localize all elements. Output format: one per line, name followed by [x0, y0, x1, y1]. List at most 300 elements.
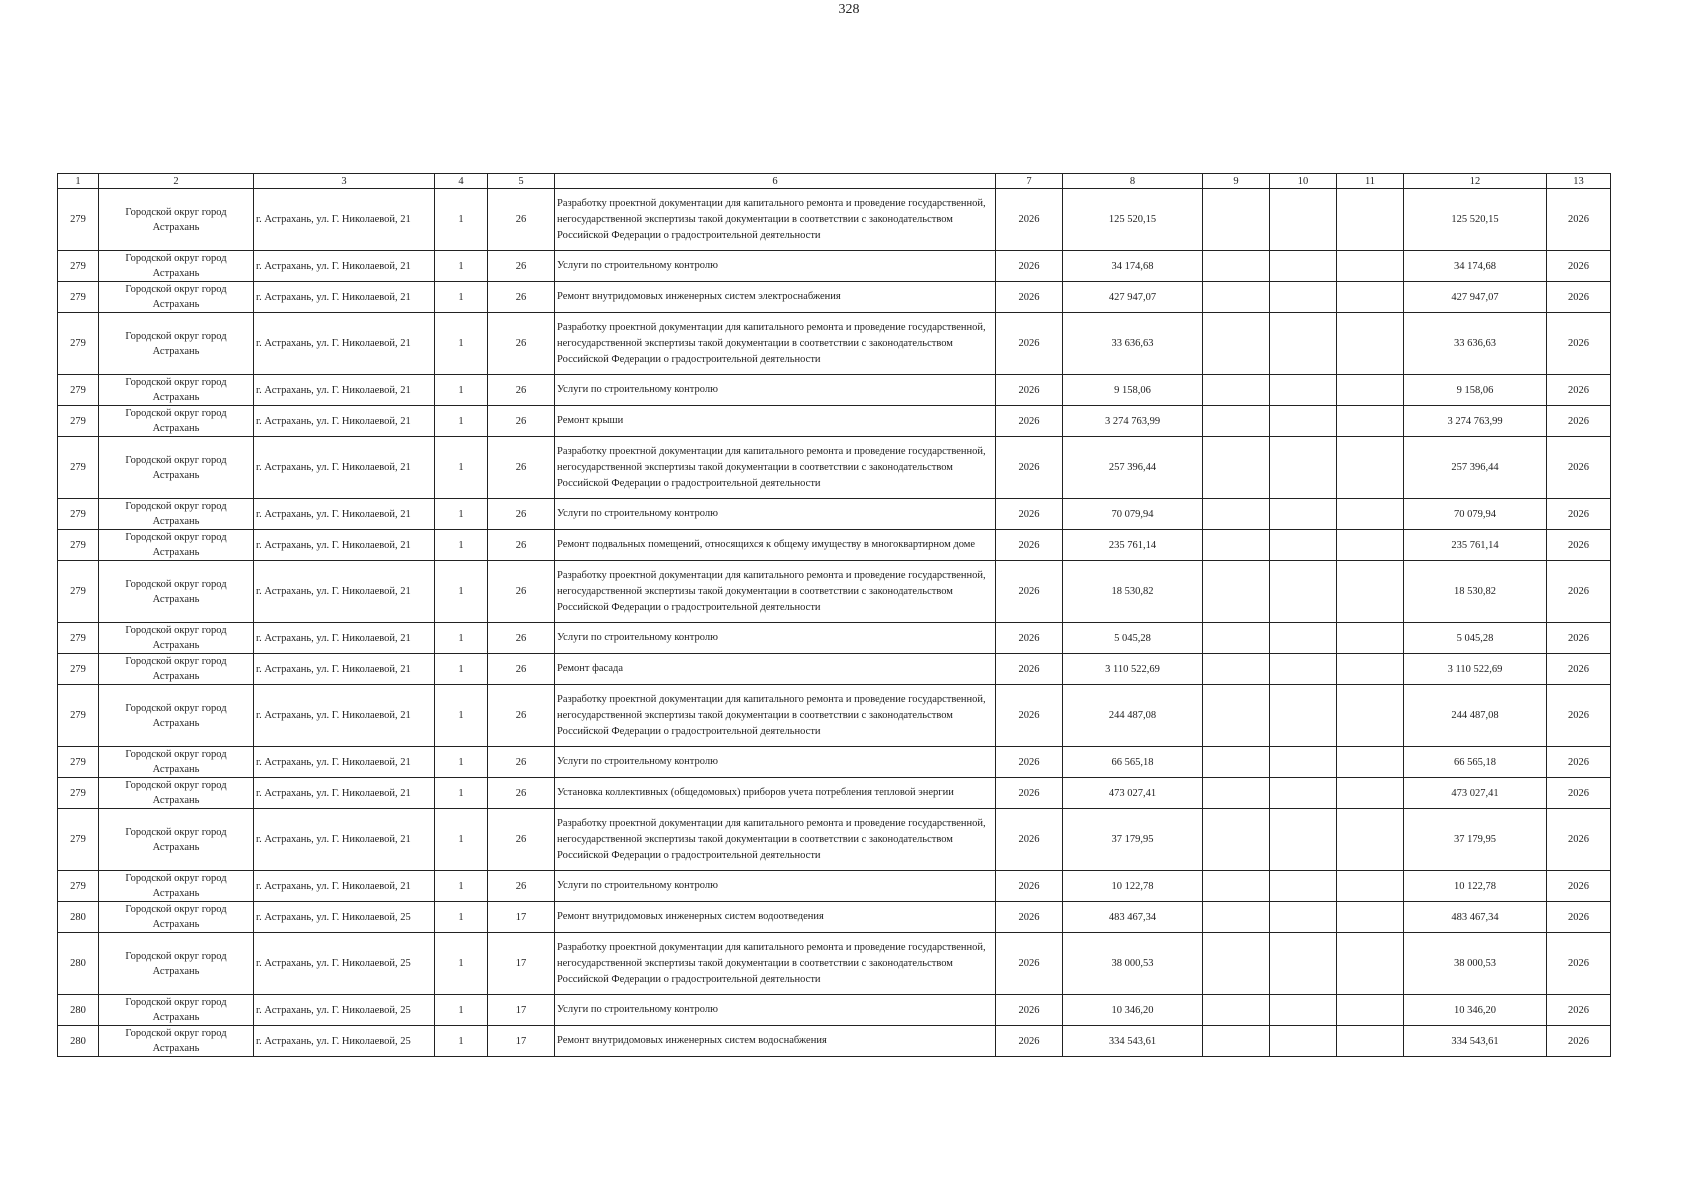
col-4-value-cell: 1: [435, 437, 488, 499]
item-number-cell: 279: [58, 747, 99, 778]
col-4-value-cell: 1: [435, 933, 488, 995]
total-cost-cell: 125 520,15: [1063, 189, 1203, 251]
completion-year-cell: 2026: [1547, 313, 1611, 375]
table-row: [58, 313, 1611, 375]
total-cost-cell: 3 110 522,69: [1063, 654, 1203, 685]
municipality-cell: Городской округ город Астрахань: [99, 251, 254, 282]
table-row: [58, 747, 1611, 778]
item-number-cell: 279: [58, 871, 99, 902]
fund-cost-cell: 334 543,61: [1404, 1026, 1547, 1057]
col-10-value-cell: [1270, 685, 1337, 747]
col-5-value-cell: 17: [488, 995, 555, 1026]
col-11-value-cell: [1337, 747, 1404, 778]
col-11-value-cell: [1337, 933, 1404, 995]
year-cell: 2026: [996, 561, 1063, 623]
fund-cost-cell: 125 520,15: [1404, 189, 1547, 251]
col-5-value-cell: 26: [488, 778, 555, 809]
total-cost-cell: 34 174,68: [1063, 251, 1203, 282]
col-10-value-cell: [1270, 251, 1337, 282]
column-header-9: 9: [1203, 174, 1270, 189]
fund-cost-cell: 473 027,41: [1404, 778, 1547, 809]
work-type-cell: Разработку проектной документации для капитального ремонта и проведение государственной, негосударственной экспертизы такой документации в соответствии с законодательством Российской Федерации о градостроительной деятельности: [555, 933, 996, 995]
col-10-value-cell: [1270, 778, 1337, 809]
work-type-cell: Услуги по строительному контролю: [555, 375, 996, 406]
year-cell: 2026: [996, 685, 1063, 747]
total-cost-cell: 18 530,82: [1063, 561, 1203, 623]
col-10-value-cell: [1270, 933, 1337, 995]
fund-cost-cell: 37 179,95: [1404, 809, 1547, 871]
work-type-cell: Ремонт внутридомовых инженерных систем водоотведения: [555, 902, 996, 933]
year-cell: 2026: [996, 654, 1063, 685]
total-cost-cell: 235 761,14: [1063, 530, 1203, 561]
column-header-1: 1: [58, 174, 99, 189]
page-number: 328: [838, 2, 860, 17]
col-4-value-cell: 1: [435, 375, 488, 406]
year-cell: 2026: [996, 251, 1063, 282]
municipality-cell: Городской округ город Астрахань: [99, 902, 254, 933]
column-header-3: 3: [254, 174, 435, 189]
address-cell: г. Астрахань, ул. Г. Николаевой, 21: [254, 251, 435, 282]
fund-cost-cell: 244 487,08: [1404, 685, 1547, 747]
municipality-cell: Городской округ город Астрахань: [99, 654, 254, 685]
col-4-value-cell: 1: [435, 1026, 488, 1057]
municipality-cell: Городской округ город Астрахань: [99, 561, 254, 623]
item-number-cell: 280: [58, 1026, 99, 1057]
municipality-cell: Городской округ город Астрахань: [99, 375, 254, 406]
col-10-value-cell: [1270, 809, 1337, 871]
address-cell: г. Астрахань, ул. Г. Николаевой, 21: [254, 313, 435, 375]
col-9-value-cell: [1203, 437, 1270, 499]
item-number-cell: 279: [58, 778, 99, 809]
col-11-value-cell: [1337, 778, 1404, 809]
work-type-cell: Ремонт фасада: [555, 654, 996, 685]
municipality-cell: Городской округ город Астрахань: [99, 685, 254, 747]
table-row: [58, 902, 1611, 933]
col-11-value-cell: [1337, 871, 1404, 902]
table-row: [58, 406, 1611, 437]
col-11-value-cell: [1337, 251, 1404, 282]
work-type-cell: Услуги по строительному контролю: [555, 251, 996, 282]
col-9-value-cell: [1203, 778, 1270, 809]
col-4-value-cell: 1: [435, 406, 488, 437]
municipality-cell: Городской округ город Астрахань: [99, 623, 254, 654]
col-10-value-cell: [1270, 375, 1337, 406]
fund-cost-cell: 66 565,18: [1404, 747, 1547, 778]
col-10-value-cell: [1270, 530, 1337, 561]
col-9-value-cell: [1203, 933, 1270, 995]
year-cell: 2026: [996, 189, 1063, 251]
completion-year-cell: 2026: [1547, 995, 1611, 1026]
total-cost-cell: 257 396,44: [1063, 437, 1203, 499]
completion-year-cell: 2026: [1547, 1026, 1611, 1057]
total-cost-cell: 483 467,34: [1063, 902, 1203, 933]
address-cell: г. Астрахань, ул. Г. Николаевой, 21: [254, 530, 435, 561]
completion-year-cell: 2026: [1547, 251, 1611, 282]
year-cell: 2026: [996, 747, 1063, 778]
col-5-value-cell: 26: [488, 747, 555, 778]
item-number-cell: 279: [58, 530, 99, 561]
work-type-cell: Разработку проектной документации для капитального ремонта и проведение государственной, негосударственной экспертизы такой документации в соответствии с законодательством Российской Федерации о градостроительной деятельности: [555, 313, 996, 375]
col-11-value-cell: [1337, 1026, 1404, 1057]
address-cell: г. Астрахань, ул. Г. Николаевой, 21: [254, 406, 435, 437]
year-cell: 2026: [996, 313, 1063, 375]
col-11-value-cell: [1337, 189, 1404, 251]
capital-repair-table: [57, 173, 1611, 1057]
col-4-value-cell: 1: [435, 282, 488, 313]
completion-year-cell: 2026: [1547, 871, 1611, 902]
municipality-cell: Городской округ город Астрахань: [99, 995, 254, 1026]
work-type-cell: Ремонт крыши: [555, 406, 996, 437]
work-type-cell: Услуги по строительному контролю: [555, 623, 996, 654]
col-11-value-cell: [1337, 375, 1404, 406]
work-type-cell: Ремонт внутридомовых инженерных систем водоснабжения: [555, 1026, 996, 1057]
municipality-cell: Городской округ город Астрахань: [99, 437, 254, 499]
table-row: [58, 375, 1611, 406]
item-number-cell: 279: [58, 189, 99, 251]
col-9-value-cell: [1203, 499, 1270, 530]
table-row: [58, 189, 1611, 251]
address-cell: г. Астрахань, ул. Г. Николаевой, 21: [254, 871, 435, 902]
table-row: [58, 654, 1611, 685]
year-cell: 2026: [996, 530, 1063, 561]
item-number-cell: 279: [58, 809, 99, 871]
col-11-value-cell: [1337, 313, 1404, 375]
col-4-value-cell: 1: [435, 313, 488, 375]
col-4-value-cell: 1: [435, 809, 488, 871]
col-9-value-cell: [1203, 189, 1270, 251]
column-header-5: 5: [488, 174, 555, 189]
table-row: [58, 871, 1611, 902]
completion-year-cell: 2026: [1547, 189, 1611, 251]
table-row: [58, 623, 1611, 654]
total-cost-cell: 3 274 763,99: [1063, 406, 1203, 437]
completion-year-cell: 2026: [1547, 437, 1611, 499]
col-10-value-cell: [1270, 282, 1337, 313]
municipality-cell: Городской округ город Астрахань: [99, 747, 254, 778]
col-9-value-cell: [1203, 747, 1270, 778]
address-cell: г. Астрахань, ул. Г. Николаевой, 25: [254, 933, 435, 995]
address-cell: г. Астрахань, ул. Г. Николаевой, 21: [254, 623, 435, 654]
work-type-cell: Разработку проектной документации для капитального ремонта и проведение государственной, негосударственной экспертизы такой документации в соответствии с законодательством Российской Федерации о градостроительной деятельности: [555, 809, 996, 871]
col-10-value-cell: [1270, 871, 1337, 902]
fund-cost-cell: 18 530,82: [1404, 561, 1547, 623]
work-type-cell: Разработку проектной документации для капитального ремонта и проведение государственной, негосударственной экспертизы такой документации в соответствии с законодательством Российской Федерации о градостроительной деятельности: [555, 437, 996, 499]
address-cell: г. Астрахань, ул. Г. Николаевой, 25: [254, 995, 435, 1026]
total-cost-cell: 10 346,20: [1063, 995, 1203, 1026]
col-10-value-cell: [1270, 995, 1337, 1026]
fund-cost-cell: 10 346,20: [1404, 995, 1547, 1026]
completion-year-cell: 2026: [1547, 809, 1611, 871]
year-cell: 2026: [996, 437, 1063, 499]
col-11-value-cell: [1337, 623, 1404, 654]
col-4-value-cell: 1: [435, 189, 488, 251]
table-row: [58, 933, 1611, 995]
year-cell: 2026: [996, 1026, 1063, 1057]
total-cost-cell: 33 636,63: [1063, 313, 1203, 375]
fund-cost-cell: 427 947,07: [1404, 282, 1547, 313]
column-header-8: 8: [1063, 174, 1203, 189]
fund-cost-cell: 3 274 763,99: [1404, 406, 1547, 437]
fund-cost-cell: 483 467,34: [1404, 902, 1547, 933]
col-5-value-cell: 17: [488, 933, 555, 995]
work-type-cell: Установка коллективных (общедомовых) приборов учета потребления тепловой энергии: [555, 778, 996, 809]
item-number-cell: 279: [58, 561, 99, 623]
work-type-cell: Услуги по строительному контролю: [555, 995, 996, 1026]
total-cost-cell: 38 000,53: [1063, 933, 1203, 995]
municipality-cell: Городской округ город Астрахань: [99, 871, 254, 902]
table-row: [58, 282, 1611, 313]
fund-cost-cell: 34 174,68: [1404, 251, 1547, 282]
year-cell: 2026: [996, 406, 1063, 437]
completion-year-cell: 2026: [1547, 933, 1611, 995]
completion-year-cell: 2026: [1547, 530, 1611, 561]
col-4-value-cell: 1: [435, 995, 488, 1026]
column-header-10: 10: [1270, 174, 1337, 189]
column-header-13: 13: [1547, 174, 1611, 189]
col-4-value-cell: 1: [435, 561, 488, 623]
col-11-value-cell: [1337, 530, 1404, 561]
fund-cost-cell: 257 396,44: [1404, 437, 1547, 499]
table-row: [58, 778, 1611, 809]
municipality-cell: Городской округ город Астрахань: [99, 282, 254, 313]
column-header-6: 6: [555, 174, 996, 189]
col-10-value-cell: [1270, 902, 1337, 933]
table-row: [58, 809, 1611, 871]
work-type-cell: Ремонт подвальных помещений, относящихся к общему имуществу в многоквартирном доме: [555, 530, 996, 561]
col-5-value-cell: 26: [488, 282, 555, 313]
col-9-value-cell: [1203, 809, 1270, 871]
municipality-cell: Городской округ город Астрахань: [99, 1026, 254, 1057]
fund-cost-cell: 3 110 522,69: [1404, 654, 1547, 685]
col-11-value-cell: [1337, 809, 1404, 871]
col-10-value-cell: [1270, 747, 1337, 778]
col-10-value-cell: [1270, 654, 1337, 685]
col-11-value-cell: [1337, 406, 1404, 437]
column-header-7: 7: [996, 174, 1063, 189]
year-cell: 2026: [996, 995, 1063, 1026]
work-type-cell: Разработку проектной документации для капитального ремонта и проведение государственной, негосударственной экспертизы такой документации в соответствии с законодательством Российской Федерации о градостроительной деятельности: [555, 561, 996, 623]
completion-year-cell: 2026: [1547, 561, 1611, 623]
municipality-cell: Городской округ город Астрахань: [99, 530, 254, 561]
total-cost-cell: 334 543,61: [1063, 1026, 1203, 1057]
fund-cost-cell: 10 122,78: [1404, 871, 1547, 902]
col-11-value-cell: [1337, 282, 1404, 313]
col-11-value-cell: [1337, 561, 1404, 623]
municipality-cell: Городской округ город Астрахань: [99, 189, 254, 251]
item-number-cell: 279: [58, 499, 99, 530]
col-5-value-cell: 26: [488, 809, 555, 871]
work-type-cell: Услуги по строительному контролю: [555, 871, 996, 902]
header-row: [58, 174, 1611, 189]
col-5-value-cell: 26: [488, 189, 555, 251]
completion-year-cell: 2026: [1547, 282, 1611, 313]
address-cell: г. Астрахань, ул. Г. Николаевой, 21: [254, 778, 435, 809]
total-cost-cell: 473 027,41: [1063, 778, 1203, 809]
completion-year-cell: 2026: [1547, 499, 1611, 530]
year-cell: 2026: [996, 499, 1063, 530]
total-cost-cell: 5 045,28: [1063, 623, 1203, 654]
col-9-value-cell: [1203, 406, 1270, 437]
col-11-value-cell: [1337, 685, 1404, 747]
municipality-cell: Городской округ город Астрахань: [99, 313, 254, 375]
col-4-value-cell: 1: [435, 499, 488, 530]
work-type-cell: Услуги по строительному контролю: [555, 747, 996, 778]
col-5-value-cell: 26: [488, 499, 555, 530]
address-cell: г. Астрахань, ул. Г. Николаевой, 21: [254, 561, 435, 623]
item-number-cell: 279: [58, 654, 99, 685]
item-number-cell: 279: [58, 406, 99, 437]
col-5-value-cell: 26: [488, 685, 555, 747]
column-header-2: 2: [99, 174, 254, 189]
year-cell: 2026: [996, 375, 1063, 406]
col-10-value-cell: [1270, 313, 1337, 375]
col-5-value-cell: 26: [488, 437, 555, 499]
address-cell: г. Астрахань, ул. Г. Николаевой, 21: [254, 437, 435, 499]
completion-year-cell: 2026: [1547, 623, 1611, 654]
col-4-value-cell: 1: [435, 530, 488, 561]
address-cell: г. Астрахань, ул. Г. Николаевой, 25: [254, 902, 435, 933]
col-11-value-cell: [1337, 437, 1404, 499]
completion-year-cell: 2026: [1547, 685, 1611, 747]
item-number-cell: 280: [58, 995, 99, 1026]
item-number-cell: 279: [58, 437, 99, 499]
col-9-value-cell: [1203, 1026, 1270, 1057]
column-header-11: 11: [1337, 174, 1404, 189]
col-10-value-cell: [1270, 406, 1337, 437]
completion-year-cell: 2026: [1547, 654, 1611, 685]
col-9-value-cell: [1203, 251, 1270, 282]
item-number-cell: 279: [58, 313, 99, 375]
municipality-cell: Городской округ город Астрахань: [99, 933, 254, 995]
fund-cost-cell: 70 079,94: [1404, 499, 1547, 530]
col-9-value-cell: [1203, 375, 1270, 406]
fund-cost-cell: 33 636,63: [1404, 313, 1547, 375]
total-cost-cell: 244 487,08: [1063, 685, 1203, 747]
address-cell: г. Астрахань, ул. Г. Николаевой, 21: [254, 747, 435, 778]
municipality-cell: Городской округ город Астрахань: [99, 406, 254, 437]
item-number-cell: 280: [58, 933, 99, 995]
total-cost-cell: 70 079,94: [1063, 499, 1203, 530]
item-number-cell: 279: [58, 685, 99, 747]
col-9-value-cell: [1203, 654, 1270, 685]
total-cost-cell: 9 158,06: [1063, 375, 1203, 406]
col-9-value-cell: [1203, 530, 1270, 561]
municipality-cell: Городской округ город Астрахань: [99, 809, 254, 871]
col-9-value-cell: [1203, 902, 1270, 933]
col-4-value-cell: 1: [435, 251, 488, 282]
table-row: [58, 499, 1611, 530]
year-cell: 2026: [996, 902, 1063, 933]
col-5-value-cell: 26: [488, 375, 555, 406]
fund-cost-cell: 9 158,06: [1404, 375, 1547, 406]
col-9-value-cell: [1203, 282, 1270, 313]
address-cell: г. Астрахань, ул. Г. Николаевой, 21: [254, 685, 435, 747]
col-11-value-cell: [1337, 995, 1404, 1026]
col-10-value-cell: [1270, 189, 1337, 251]
year-cell: 2026: [996, 933, 1063, 995]
municipality-cell: Городской округ город Астрахань: [99, 499, 254, 530]
total-cost-cell: 427 947,07: [1063, 282, 1203, 313]
item-number-cell: 279: [58, 623, 99, 654]
work-type-cell: Разработку проектной документации для капитального ремонта и проведение государственной, негосударственной экспертизы такой документации в соответствии с законодательством Российской Федерации о градостроительной деятельности: [555, 189, 996, 251]
col-11-value-cell: [1337, 499, 1404, 530]
table-row: [58, 1026, 1611, 1057]
col-5-value-cell: 26: [488, 251, 555, 282]
table-row: [58, 437, 1611, 499]
year-cell: 2026: [996, 623, 1063, 654]
col-5-value-cell: 26: [488, 871, 555, 902]
completion-year-cell: 2026: [1547, 406, 1611, 437]
year-cell: 2026: [996, 871, 1063, 902]
completion-year-cell: 2026: [1547, 747, 1611, 778]
col-4-value-cell: 1: [435, 623, 488, 654]
col-5-value-cell: 26: [488, 406, 555, 437]
address-cell: г. Астрахань, ул. Г. Николаевой, 21: [254, 499, 435, 530]
col-5-value-cell: 26: [488, 313, 555, 375]
completion-year-cell: 2026: [1547, 902, 1611, 933]
address-cell: г. Астрахань, ул. Г. Николаевой, 21: [254, 189, 435, 251]
work-type-cell: Услуги по строительному контролю: [555, 499, 996, 530]
col-11-value-cell: [1337, 654, 1404, 685]
table-row: [58, 685, 1611, 747]
col-4-value-cell: 1: [435, 685, 488, 747]
col-10-value-cell: [1270, 623, 1337, 654]
item-number-cell: 280: [58, 902, 99, 933]
year-cell: 2026: [996, 282, 1063, 313]
total-cost-cell: 66 565,18: [1063, 747, 1203, 778]
work-type-cell: Разработку проектной документации для капитального ремонта и проведение государственной, негосударственной экспертизы такой документации в соответствии с законодательством Российской Федерации о градостроительной деятельности: [555, 685, 996, 747]
col-5-value-cell: 26: [488, 561, 555, 623]
work-type-cell: Ремонт внутридомовых инженерных систем электроснабжения: [555, 282, 996, 313]
col-9-value-cell: [1203, 561, 1270, 623]
address-cell: г. Астрахань, ул. Г. Николаевой, 21: [254, 654, 435, 685]
fund-cost-cell: 38 000,53: [1404, 933, 1547, 995]
col-5-value-cell: 17: [488, 1026, 555, 1057]
col-5-value-cell: 26: [488, 530, 555, 561]
address-cell: г. Астрахань, ул. Г. Николаевой, 25: [254, 1026, 435, 1057]
table-row: [58, 251, 1611, 282]
col-5-value-cell: 26: [488, 654, 555, 685]
municipality-cell: Городской округ город Астрахань: [99, 778, 254, 809]
column-header-12: 12: [1404, 174, 1547, 189]
col-4-value-cell: 1: [435, 778, 488, 809]
col-10-value-cell: [1270, 437, 1337, 499]
col-10-value-cell: [1270, 499, 1337, 530]
completion-year-cell: 2026: [1547, 778, 1611, 809]
col-4-value-cell: 1: [435, 747, 488, 778]
table-row: [58, 995, 1611, 1026]
total-cost-cell: 10 122,78: [1063, 871, 1203, 902]
item-number-cell: 279: [58, 375, 99, 406]
table-row: [58, 530, 1611, 561]
address-cell: г. Астрахань, ул. Г. Николаевой, 21: [254, 282, 435, 313]
col-4-value-cell: 1: [435, 654, 488, 685]
col-9-value-cell: [1203, 995, 1270, 1026]
completion-year-cell: 2026: [1547, 375, 1611, 406]
col-5-value-cell: 17: [488, 902, 555, 933]
table-row: [58, 561, 1611, 623]
col-11-value-cell: [1337, 902, 1404, 933]
year-cell: 2026: [996, 809, 1063, 871]
year-cell: 2026: [996, 778, 1063, 809]
col-4-value-cell: 1: [435, 902, 488, 933]
item-number-cell: 279: [58, 251, 99, 282]
col-5-value-cell: 26: [488, 623, 555, 654]
item-number-cell: 279: [58, 282, 99, 313]
col-9-value-cell: [1203, 313, 1270, 375]
total-cost-cell: 37 179,95: [1063, 809, 1203, 871]
col-10-value-cell: [1270, 1026, 1337, 1057]
